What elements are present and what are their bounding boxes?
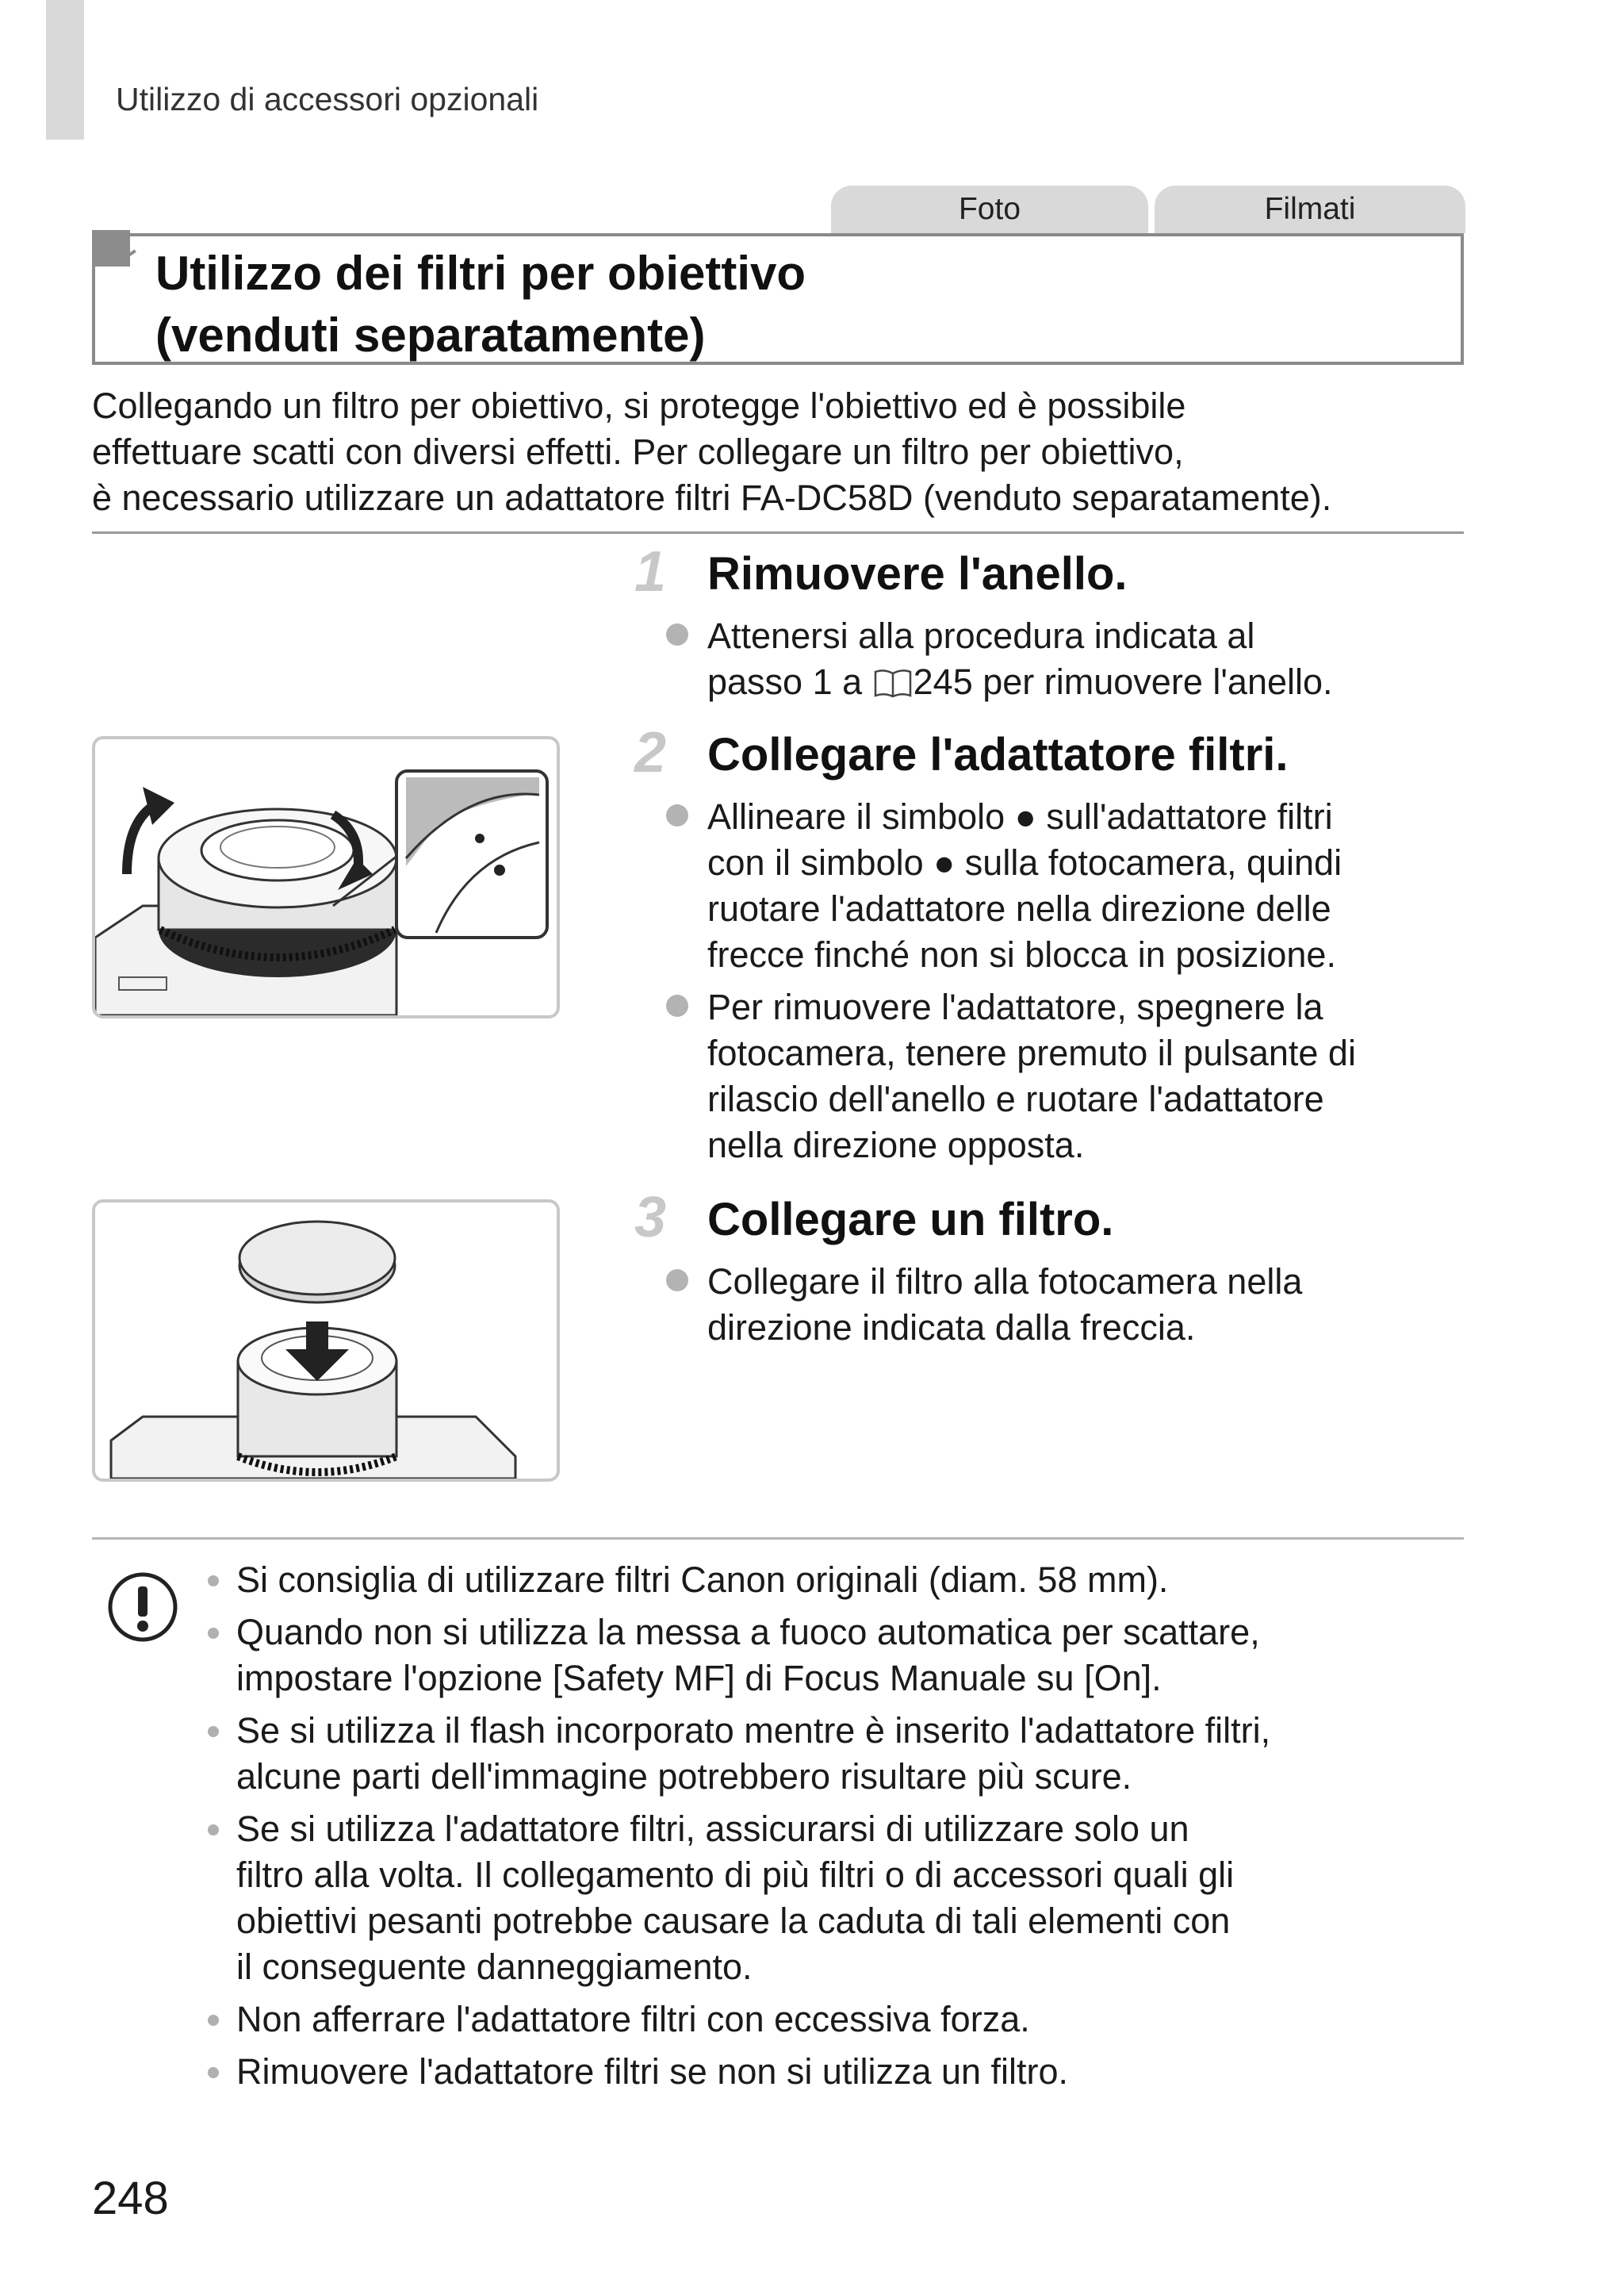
caution-icon <box>106 1571 179 1644</box>
step-title: Rimuovere l'anello. <box>707 548 1128 600</box>
title-marker-icon <box>92 230 130 267</box>
step-text-ref <box>707 662 1333 703</box>
step-text: 245 per rimuovere l'anello. <box>913 662 1333 702</box>
step-text: Attenersi alla procedura indicata al <box>707 616 1255 656</box>
step-title: Collegare un filtro. <box>707 1194 1114 1245</box>
step-text: fotocamera, tenere premuto il pulsante di <box>707 1033 1356 1073</box>
bullet-icon <box>666 804 688 827</box>
step-number: 3 <box>634 1186 667 1249</box>
note-text: Quando non si utilizza la messa a fuoco automatica per scattare, <box>236 1612 1260 1652</box>
adapter-illustration <box>92 736 560 1018</box>
divider <box>92 1537 1464 1540</box>
step-text: ruotare l'adattatore nella direzione delle <box>707 888 1331 929</box>
step-text: passo 1 a <box>707 662 872 702</box>
intro-line: è necessario utilizzare un adattatore filtri FA-DC58D (venduto separatamente). <box>92 478 1332 518</box>
step-text: Allineare il simbolo ● sull'adattatore filtri <box>707 796 1333 837</box>
note-bullet <box>208 2067 219 2078</box>
note-text: filtro alla volta. Il collegamento di più filtri o di accessori quali gli <box>236 1855 1235 1895</box>
note-text: impostare l'opzione [Safety MF] di Focus Manuale su [On]. <box>236 1658 1162 1698</box>
section-label: Utilizzo di accessori opzionali <box>116 81 539 117</box>
note-text: Se si utilizza l'adattatore filtri, assicurarsi di utilizzare solo un <box>236 1809 1189 1849</box>
note-text: Rimuovere l'adattatore filtri se non si utilizza un filtro. <box>236 2051 1069 2092</box>
step-text: Collegare il filtro alla fotocamera nella <box>707 1261 1303 1302</box>
step-text: nella direzione opposta. <box>707 1125 1085 1165</box>
note-bullet <box>208 1824 219 1835</box>
step-text: frecce finché non si blocca in posizione. <box>707 934 1336 975</box>
step-title: Collegare l'adattatore filtri. <box>707 729 1289 781</box>
note-text: Si consiglia di utilizzare filtri Canon originali (diam. 58 mm). <box>236 1559 1169 1600</box>
page-title-line1: Utilizzo dei filtri per obiettivo <box>155 247 806 300</box>
bullet-icon <box>666 623 688 646</box>
tab-filmati: Filmati <box>1155 186 1465 233</box>
step-number: 1 <box>634 540 667 604</box>
note-text: Non afferrare l'adattatore filtri con eccessiva forza. <box>236 1999 1030 2039</box>
page-number: 248 <box>92 2173 169 2224</box>
step-text: Per rimuovere l'adattatore, spegnere la <box>707 987 1323 1027</box>
page-title-line2: (venduti separatamente) <box>155 309 706 362</box>
note-bullet <box>208 1628 219 1639</box>
note-bullet <box>208 1575 219 1586</box>
note-text: obiettivi pesanti potrebbe causare la caduta di tali elementi con <box>236 1901 1231 1941</box>
divider <box>92 531 1464 534</box>
side-tab-marker <box>46 0 84 140</box>
step-text: direzione indicata dalla freccia. <box>707 1307 1196 1348</box>
filter-illustration <box>92 1199 560 1482</box>
tab-foto: Foto <box>831 186 1148 233</box>
step-text: rilascio dell'anello e ruotare l'adattatore <box>707 1079 1324 1119</box>
step-number: 2 <box>634 721 667 784</box>
note-bullet <box>208 2015 219 2026</box>
book-reference-icon <box>872 666 914 698</box>
note-text: il conseguente danneggiamento. <box>236 1947 753 1987</box>
bullet-icon <box>666 1269 688 1291</box>
note-bullet <box>208 1726 219 1737</box>
intro-line: effettuare scatti con diversi effetti. Per collegare un filtro per obiettivo, <box>92 432 1184 472</box>
note-text: alcune parti dell'immagine potrebbero risultare più scure. <box>236 1756 1132 1797</box>
intro-line: Collegando un filtro per obiettivo, si protegge l'obiettivo ed è possibile <box>92 386 1186 426</box>
bullet-icon <box>666 995 688 1017</box>
note-text: Se si utilizza il flash incorporato mentre è inserito l'adattatore filtri, <box>236 1710 1271 1751</box>
step-text: con il simbolo ● sulla fotocamera, quindi <box>707 842 1342 883</box>
